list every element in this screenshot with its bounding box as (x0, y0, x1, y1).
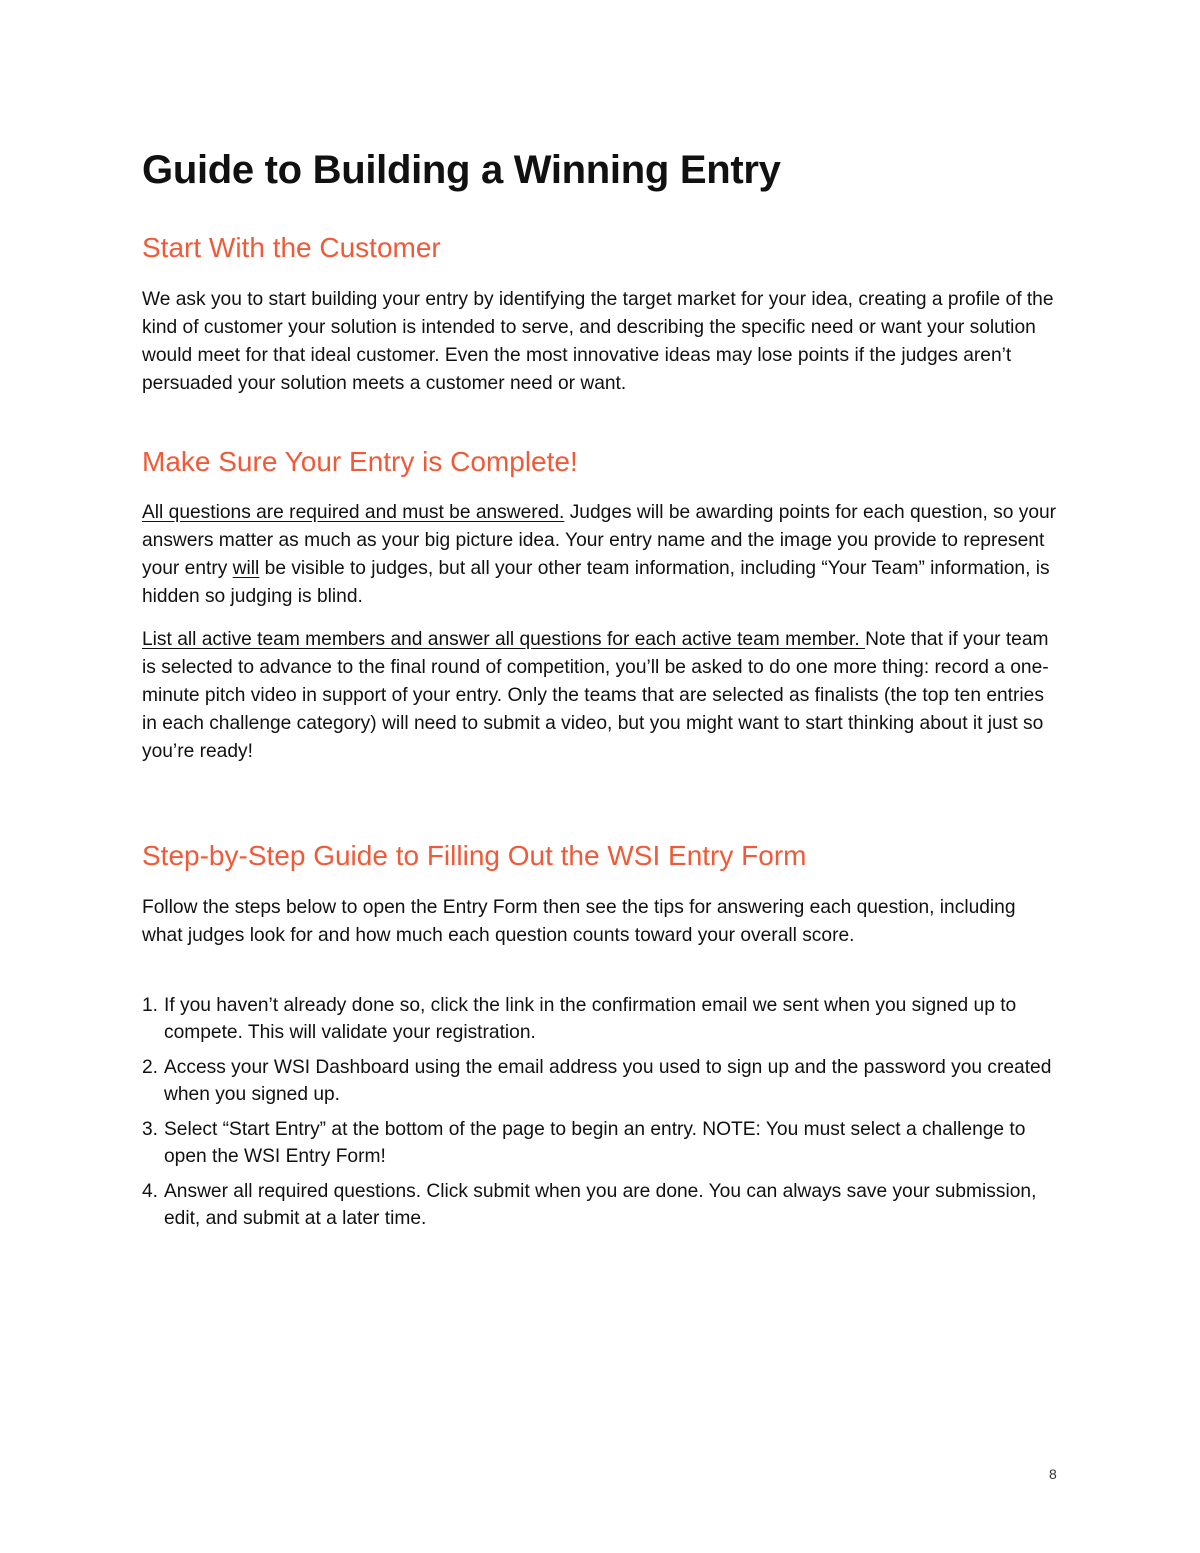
step-item (142, 1116, 1062, 1170)
step-text: Select “Start Entry” at the bottom of the page to begin an entry. NOTE: You must select a challenge to open the WSI Entry Form! (164, 1119, 1026, 1167)
document-title: Guide to Building a Winning Entry (142, 148, 781, 192)
step-text: If you haven’t already done so, click the link in the confirmation email we sent when you signed up to compete. This will validate your registration. (164, 995, 1017, 1043)
page-number: 8 (1049, 1466, 1057, 1482)
step-number: 2. (142, 1057, 159, 1078)
complete-paragraph-1-text-a: Judges will be awarding points for each question, so your answers matter as much as your big picture idea. Your entry name and the image you provide to represent your entry (142, 502, 1057, 579)
step-item (142, 1178, 1062, 1232)
section-heading-steps: Step-by-Step Guide to Filling Out the WSI Entry Form (142, 840, 807, 871)
steps-list (142, 992, 1062, 1240)
step-item (142, 1054, 1062, 1108)
complete-paragraph-2-text: Note that if your team is selected to advance to the final round of competition, you’ll be asked to do one more thing: record a one-minute pitch video in support of your entry. Only the teams that are selected as finalists (the top ten entries in each challenge category) will need to submit a video, but you might want to start thinking about it just so you’re ready! (142, 629, 1049, 762)
step-text: Answer all required questions. Click submit when you are done. You can always save your submission, edit, and submit at a later time. (164, 1181, 1037, 1229)
section-heading-customer: Start With the Customer (142, 232, 441, 263)
complete-paragraph-2 (142, 626, 1057, 766)
step-text: Access your WSI Dashboard using the email address you used to sign up and the password you created when you signed up. (164, 1057, 1052, 1105)
step-number: 3. (142, 1119, 159, 1140)
emphasis-will: will (232, 558, 260, 579)
required-notice: All questions are required and must be answered. (142, 502, 565, 523)
steps-intro: Follow the steps below to open the Entry Form then see the tips for answering each question, including what judges look for and how much each question counts toward your overall score. (142, 897, 1016, 946)
team-members-notice: List all active team members and answer all questions for each active team member. (142, 629, 866, 650)
complete-paragraph-1 (142, 499, 1057, 611)
step-number: 4. (142, 1181, 159, 1202)
complete-paragraph-1-text-b: be visible to judges, but all your other team information, including “Your Team” information, is hidden so judging is blind. (142, 558, 1050, 607)
section-heading-complete: Make Sure Your Entry is Complete! (142, 446, 578, 477)
step-number: 1. (142, 995, 159, 1016)
customer-paragraph: We ask you to start building your entry by identifying the target market for your idea, creating a profile of the kind of customer your solution is intended to serve, and describing the specific need or want your solution would meet for that ideal customer. Even the most innovative ideas may lose points if the judges aren’t persuaded your solution meets a customer need or want. (142, 289, 1054, 394)
step-item (142, 992, 1062, 1046)
